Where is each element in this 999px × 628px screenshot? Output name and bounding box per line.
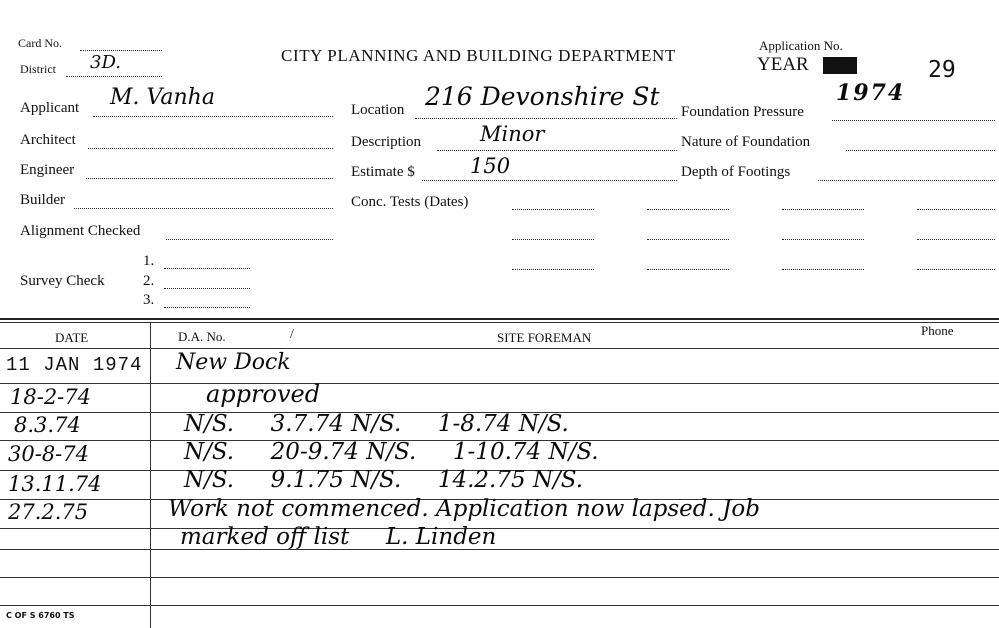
conc-test-line [647,239,729,240]
conc-test-line [512,269,594,270]
row-rule [0,528,999,529]
phone-header: Phone [921,323,954,338]
date-header: DATE [55,330,89,345]
conc-test-line [647,269,729,270]
table-row-date: 8.3.74 [14,413,81,437]
description-label: Description [351,134,421,150]
da-no-header: D.A. No. [178,329,226,344]
location-value: 216 Devonshire St [425,82,660,111]
location-line [415,118,677,119]
conc-test-line [917,269,995,270]
table-row-date: 13.11.74 [8,472,102,496]
application-no-label: Application No. [759,38,843,53]
nature-of-foundation-label: Nature of Foundation [681,134,811,150]
district-value: 3D. [90,52,121,73]
engineer-line [86,178,333,179]
row-rule [0,605,999,606]
conc-tests-label: Conc. Tests (Dates) [351,194,469,210]
applicant-value: M. Vanha [110,85,215,110]
estimate-line [422,180,677,181]
survey-line-2 [164,288,250,289]
alignment-checked-label: Alignment Checked [20,223,141,239]
table-row-entry: N/S. 20-9.74 N/S. 1-10.74 N/S. [184,439,599,465]
site-foreman-header: SITE FOREMAN [497,330,592,345]
location-label: Location [351,102,405,118]
conc-test-line [782,209,864,210]
table-row-date: 11 JAN 1974 [6,354,143,376]
conc-test-line [917,239,995,240]
applicant-label: Applicant [20,100,80,116]
row-rule [0,348,999,349]
year-label: YEAR [757,54,809,75]
survey-check-label: Survey Check [20,273,105,289]
department-title: CITY PLANNING AND BUILDING DEPARTMENT [281,46,676,65]
conc-test-line [512,209,594,210]
conc-test-line [782,269,864,270]
struck-year: 1973 [825,57,855,73]
table-top-rule [0,318,999,320]
district-label: District [20,62,56,76]
foundation-pressure-line [832,120,995,121]
conc-test-line [512,239,594,240]
estimate-value: 150 [470,154,511,178]
foundation-pressure-label: Foundation Pressure [681,104,804,120]
architect-line [88,148,333,149]
survey-line-1 [164,268,250,269]
card-no-label: Card No. [18,36,62,50]
table-row-entry: N/S. 3.7.74 N/S. 1-8.74 N/S. [184,411,569,437]
survey-number-1: 1. [143,253,155,269]
estimate-label: Estimate $ [351,164,415,180]
table-row-date: 27.2.75 [8,500,89,524]
row-rule [0,577,999,578]
table-row-entry: approved [206,380,321,408]
conc-test-line [647,209,729,210]
application-number: 29 [928,57,956,83]
table-row-date: 18-2-74 [10,385,91,409]
table-row-entry: N/S. 9.1.75 N/S. 14.2.75 N/S. [184,467,584,493]
nature-line [846,150,995,151]
builder-line [74,208,333,209]
architect-label: Architect [20,132,76,148]
table-row-entry: New Dock [176,350,291,375]
description-line [437,150,677,151]
applicant-line [93,116,333,117]
printer-mark: C OF S 6760 TS [6,611,75,620]
table-row-date: 30-8-74 [8,442,89,466]
builder-label: Builder [20,192,65,208]
card-no-line [80,50,162,51]
conc-test-line [782,239,864,240]
table-row-entry: marked off list L. Linden [180,524,497,550]
survey-line-3 [164,307,250,308]
depth-of-footings-label: Depth of Footings [681,164,791,180]
date-column-divider [150,322,151,628]
engineer-label: Engineer [20,162,75,178]
description-value: Minor [480,122,545,146]
foundation-pressure-value: 1974 [836,80,906,106]
survey-number-3: 3. [143,292,155,308]
row-rule [0,549,999,550]
row-rule [0,383,999,384]
district-line [66,76,162,77]
da-no-slash: / [290,327,294,342]
table-row-entry: Work not commenced. Application now lapsed. Job [168,496,760,522]
alignment-line [166,239,333,240]
survey-number-2: 2. [143,273,155,289]
conc-test-line [917,209,995,210]
depth-line [818,180,995,181]
